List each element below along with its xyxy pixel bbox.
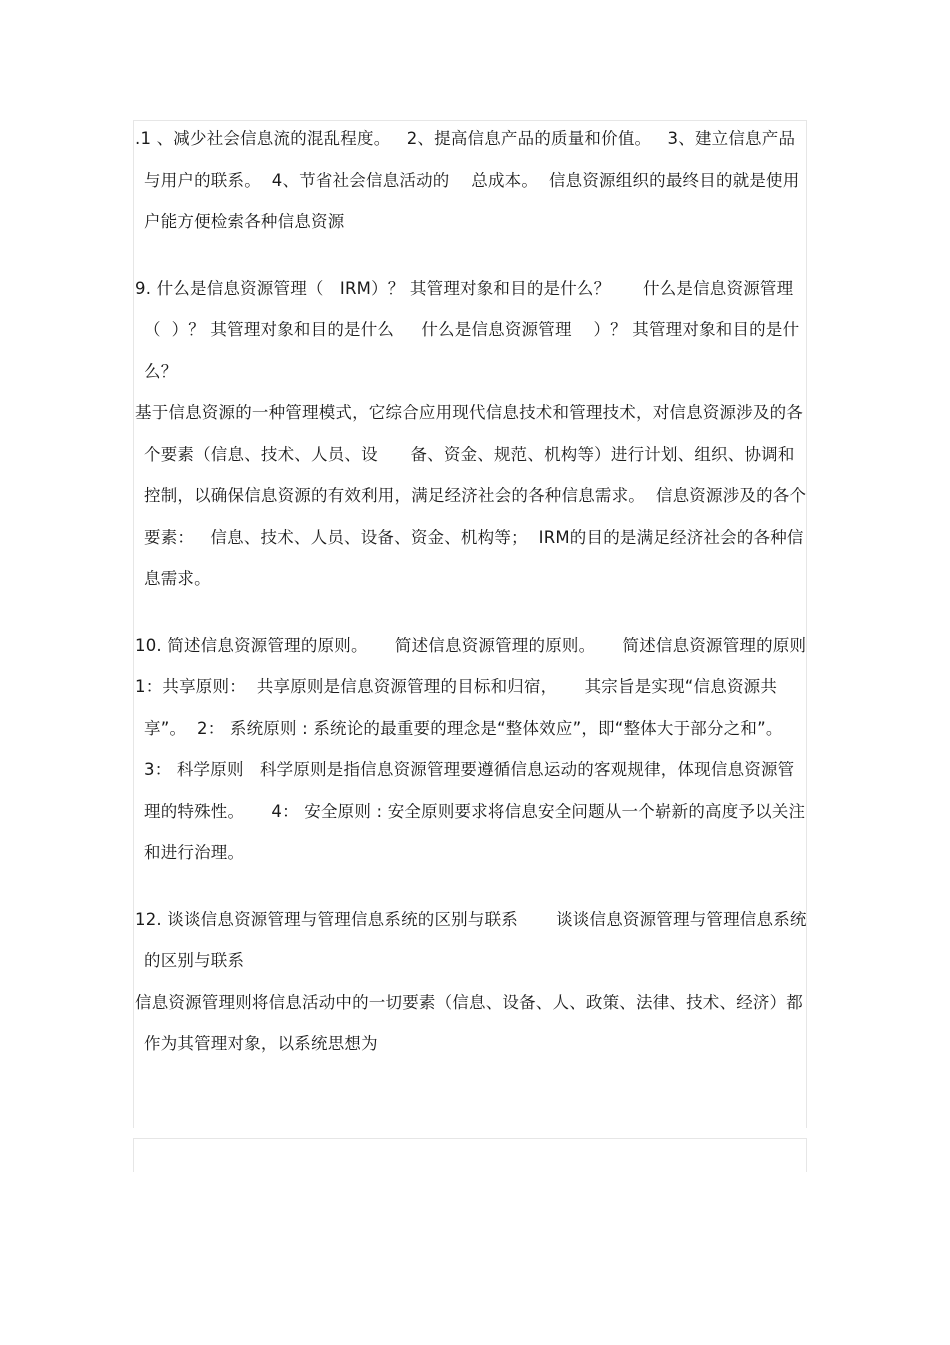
answer-10-text: 1：共享原则： 共享原则是信息资源管理的目标和归宿， 其宗旨是实现“信息资源共享”。 2： 系统原则 : 系统论的最重要的理念是“整体效应”，即“整体大于部分之和”。 3： 科学原则 科学原则是指信息资源管理要遵循信息运动的客观规律，体现信息资源管理的特殊性。 4： 安全原则 : 安全原则要求将信息安全问题从一个崭新的高度予以关注和进行治理。: [135, 677, 806, 862]
answer-12-text: 信息资源管理则将信息活动中的一切要素（信息、设备、人、政策、法律、技术、经济）都作为其管理对象，以系统思想为: [135, 992, 803, 1053]
answer-9-text: 基于信息资源的一种管理模式，它综合应用现代信息技术和管理技术，对信息资源涉及的各个要素（信息、技术、人员、设 备、资金、规范、机构等）进行计划、组织、协调和控制，以确保信息资源的有效利用，满足经济社会的各种信息需求。 信息资源涉及的各个要素： 信息、技术、人员、设备、资金、机构等； IRM的目的是满足经济社会的各种信息需求。: [135, 403, 807, 588]
paragraph-gap: [135, 874, 807, 899]
paragraph-gap: [135, 600, 807, 625]
next-page-border: [133, 1138, 807, 1172]
document-body: [135, 118, 807, 1065]
question-9-heading: 9. 什么是信息资源管理（ IRM）？ 其管理对象和目的是什么？ 什么是信息资源管理（ ）？ 其管理对象和目的是什么 什么是信息资源管理 ）？ 其管理对象和目的是什么？: [135, 278, 800, 381]
paragraph-organization-goals: .1 、减少社会信息流的混乱程度。 2、提高信息产品的质量和价值。 3、建立信息产品与用户的联系。 4、节省社会信息活动的 总成本。 信息资源组织的最终目的就是使用户能方便检索各种信息资源: [135, 129, 800, 231]
question-10-heading: 10. 简述信息资源管理的原则。 简述信息资源管理的原则。 简述信息资源管理的原则: [135, 635, 807, 655]
paragraph-gap: [135, 243, 807, 268]
question-12-heading: 12. 谈谈信息资源管理与管理信息系统的区别与联系 谈谈信息资源管理与管理信息系统的区别与联系: [135, 909, 807, 970]
